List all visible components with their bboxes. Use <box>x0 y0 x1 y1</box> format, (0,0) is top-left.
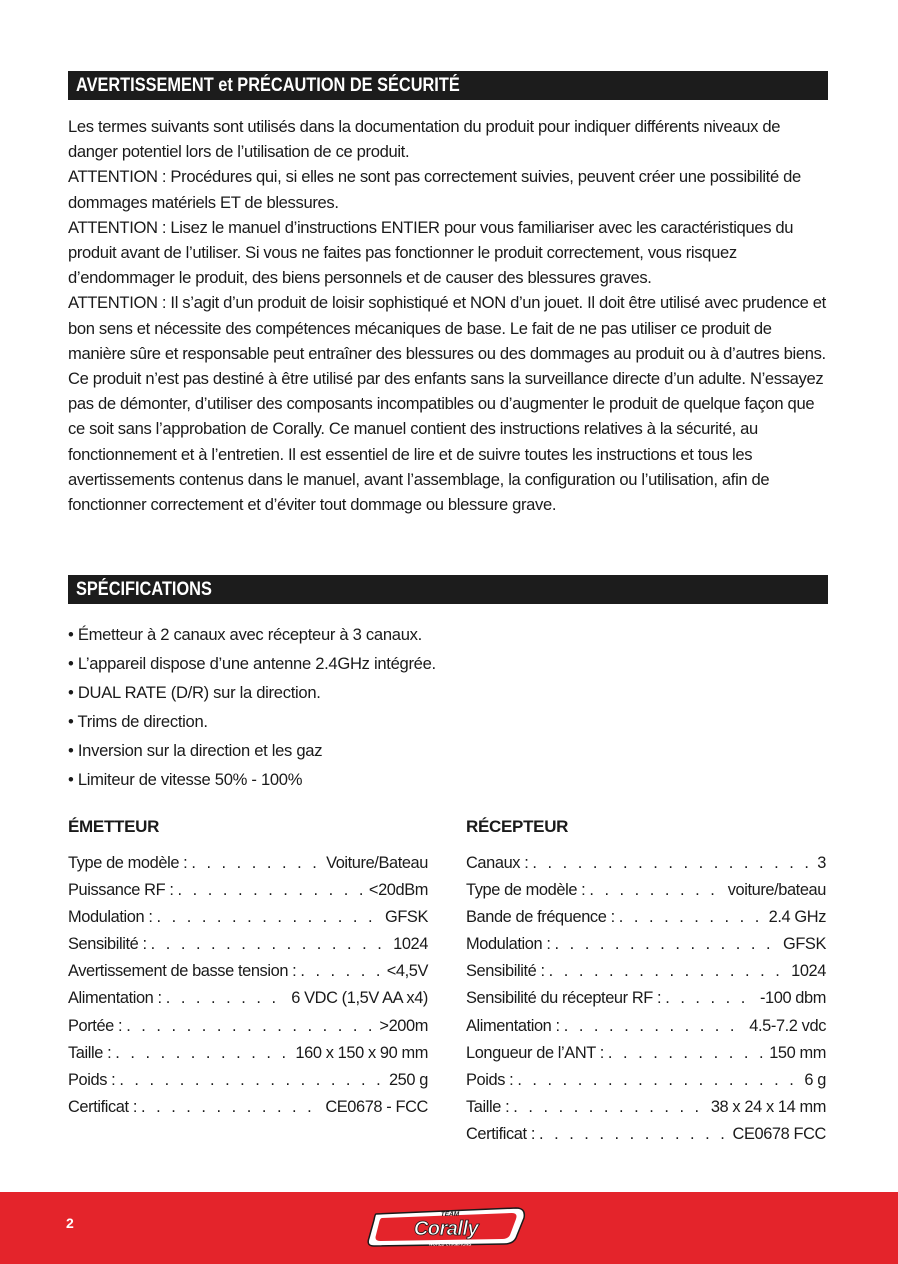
bullet-item: • L’appareil dispose d’une antenne 2.4GHz intégrée. <box>68 649 828 678</box>
dot-leader <box>517 1067 800 1094</box>
spec-value: >200m <box>379 1016 428 1035</box>
dot-leader <box>126 1013 375 1040</box>
spec-value: voiture/bateau <box>727 881 826 900</box>
spec-value: 3 <box>817 854 826 872</box>
bullet-item: • Émetteur à 2 canaux avec récepteur à 3 canaux. <box>68 620 828 649</box>
dot-leader <box>191 850 322 877</box>
spec-value: 1024 <box>393 935 428 954</box>
dot-leader <box>178 877 365 904</box>
svg-text:Corally: Corally <box>413 1218 479 1240</box>
spec-label: Longueur de l’ANT : <box>466 1043 604 1062</box>
warning-section-title: AVERTISSEMENT et PRÉCAUTION DE SÉCURITÉ <box>76 75 460 96</box>
bullet-item: • Inversion sur la direction et les gaz <box>68 736 828 765</box>
receiver-spec-column <box>466 816 826 1148</box>
spec-row <box>68 1094 428 1121</box>
spec-label: Sensibilité du récepteur RF : <box>466 989 662 1008</box>
spec-label: Avertissement de basse tension : <box>68 962 297 981</box>
spec-value: 6 g <box>804 1070 826 1089</box>
spec-label: Certificat : <box>68 1097 137 1116</box>
spec-row <box>466 1067 826 1094</box>
bullet-item: • Trims de direction. <box>68 707 828 736</box>
specifications-section-title: SPÉCIFICATIONS <box>76 579 212 600</box>
spec-label: Poids : <box>466 1070 514 1089</box>
receiver-heading: RÉCEPTEUR <box>466 817 569 836</box>
warning-paragraph-intro: Les termes suivants sont utilisés dans la documentation du produit pour indiquer différents niveaux de danger potentiel lors de l’utilisation de ce produit. <box>68 117 781 162</box>
spec-label: Bande de fréquence : <box>466 908 615 927</box>
dot-leader <box>141 1094 321 1121</box>
team-corally-logo <box>366 1204 530 1250</box>
spec-row <box>68 1013 428 1040</box>
spec-label: Modulation : <box>466 935 551 954</box>
spec-row <box>466 850 826 877</box>
spec-value: GFSK <box>782 935 826 954</box>
page-footer <box>0 1192 898 1264</box>
spec-row <box>68 850 428 877</box>
spec-row <box>68 958 428 985</box>
spec-label: Puissance RF : <box>68 881 174 900</box>
spec-value: Voiture/Bateau <box>326 854 428 872</box>
warning-paragraph-attention-3: ATTENTION : Il s’agit d’un produit de loisir sophistiqué et NON d’un jouet. Il doit être utilisé avec prudence et bon sens et nécessite des compétences mécaniques de base. Le fait de ne pas utiliser ce produit de manière sûre et responsable peut entraîner des blessures ou des dommages au produit ou à d’autres biens. Ce produit n’est pas destiné à être utilisé par des enfants sans la surveillance directe d’un adulte. N’essayez pas de démonter, d’utiliser des composants incompatibles ou d’augmenter le produit de quelque façon que ce soit sans l’approbation de Corally. Ce manuel contient des instructions relatives à la sécurité, au fonctionnement et à l’entretien. Il est essentiel de lire et de suivre toutes les instructions et tous les avertissements contenus dans le manuel, avant l’assemblage, la configuration ou l’utilisation, afin de fonctionner correctement et d’éviter tout dommage ou blessure grave. <box>68 293 826 515</box>
spec-label: Alimentation : <box>466 1016 560 1035</box>
warning-text-block <box>68 114 828 517</box>
dot-leader <box>608 1040 765 1067</box>
spec-value: 160 x 150 x 90 mm <box>295 1043 428 1062</box>
bullet-item: • DUAL RATE (D/R) sur la direction. <box>68 678 828 707</box>
spec-label: Alimentation : <box>68 989 162 1008</box>
spec-row <box>466 1094 826 1121</box>
spec-row <box>466 1040 826 1067</box>
spec-row <box>68 904 428 931</box>
spec-value: 4.5-7.2 vdc <box>749 1016 826 1035</box>
spec-label: Modulation : <box>68 908 153 927</box>
spec-label: Taille : <box>68 1043 112 1062</box>
spec-label: Type de modèle : <box>68 854 188 872</box>
spec-row <box>68 931 428 958</box>
dot-leader <box>589 877 723 904</box>
spec-row <box>68 1067 428 1094</box>
spec-row <box>466 1013 826 1040</box>
dot-leader <box>157 904 381 931</box>
spec-label: Poids : <box>68 1070 116 1089</box>
spec-value: 6 VDC (1,5V AA x4) <box>291 989 428 1008</box>
dot-leader <box>532 850 813 877</box>
spec-value: 150 mm <box>769 1043 826 1062</box>
spec-value: 38 x 24 x 14 mm <box>710 1097 826 1116</box>
spec-row <box>466 931 826 958</box>
spec-row <box>68 1040 428 1067</box>
dot-leader <box>300 958 382 985</box>
dot-leader <box>555 931 779 958</box>
spec-value: 1024 <box>791 962 826 981</box>
warning-paragraph-attention-2: ATTENTION : Lisez le manuel d’instructions ENTIER pour vous familiariser avec les caractéristiques du produit avant de l’utiliser. Si vous ne faites pas fonctionner le produit correctement, vous risquez d’endommager le produit, des biens personnels et de causer des blessures graves. <box>68 217 794 288</box>
spec-row <box>466 958 826 985</box>
dot-leader <box>151 931 390 958</box>
spec-value: <20dBm <box>368 881 428 900</box>
spec-label: Portée : <box>68 1016 123 1035</box>
dot-leader <box>539 1121 729 1148</box>
spec-value: 250 g <box>388 1070 428 1089</box>
spec-label: Certificat : <box>466 1124 535 1143</box>
spec-row <box>466 985 826 1012</box>
bullet-item: • Limiteur de vitesse 50% - 100% <box>68 765 828 794</box>
dot-leader <box>166 985 288 1012</box>
dot-leader <box>619 904 765 931</box>
warning-section-header <box>68 71 828 100</box>
warning-paragraph-attention-1: ATTENTION : Procédures qui, si elles ne sont pas correctement suivies, peuvent créer une possibilité de dommages matériels ET de blessures. <box>68 167 801 212</box>
page-number: 2 <box>66 1215 74 1231</box>
dot-leader <box>115 1040 291 1067</box>
spec-value: 2.4 GHz <box>768 908 826 927</box>
dot-leader <box>119 1067 385 1094</box>
spec-value: CE0678 - FCC <box>325 1097 428 1116</box>
transmitter-heading: ÉMETTEUR <box>68 817 160 836</box>
spec-label: Type de modèle : <box>466 881 586 900</box>
dot-leader <box>665 985 756 1012</box>
dot-leader <box>549 958 788 985</box>
svg-text:TEAM: TEAM <box>440 1211 460 1218</box>
spec-row <box>466 1121 826 1148</box>
transmitter-spec-column <box>68 816 428 1121</box>
spec-row <box>466 904 826 931</box>
spec-row <box>466 877 826 904</box>
spec-label: Canaux : <box>466 854 529 872</box>
dot-leader <box>513 1094 707 1121</box>
spec-row <box>68 985 428 1012</box>
spec-value: <4,5V <box>386 962 428 981</box>
spec-value: CE0678 FCC <box>732 1124 826 1143</box>
dot-leader <box>564 1013 746 1040</box>
specifications-bullet-list <box>68 620 828 794</box>
spec-label: Sensibilité : <box>68 935 147 954</box>
spec-row <box>68 877 428 904</box>
spec-label: Sensibilité : <box>466 962 545 981</box>
spec-value: GFSK <box>384 908 428 927</box>
specifications-section-header <box>68 575 828 604</box>
spec-value: -100 dbm <box>759 989 826 1008</box>
spec-label: Taille : <box>466 1097 510 1116</box>
svg-text:WORLD CHAMPIONS: WORLD CHAMPIONS <box>428 1241 472 1247</box>
